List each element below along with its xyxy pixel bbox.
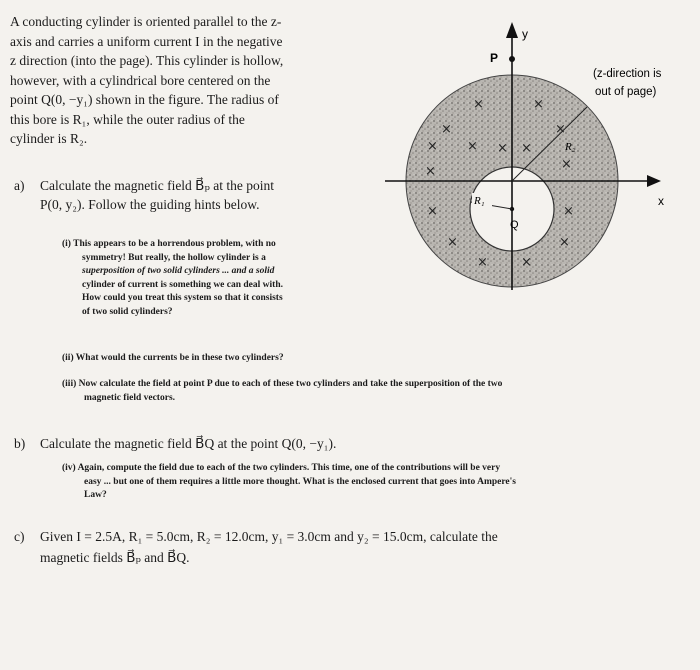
part-c-letter: c): [14, 529, 25, 544]
intro-line: however, with a cylindrical bore centered on the: [10, 72, 271, 88]
hint-line: easy ... but one of them requires a little more thought. What is the enclosed current that goes into Ampere's: [84, 476, 516, 487]
current-mark: ×: [561, 157, 572, 172]
x-axis-arrow: [647, 175, 661, 187]
point-p: [509, 56, 515, 62]
y-axis-label: y: [522, 27, 528, 41]
hint-line: superposition of two solid cylinders ... and a solid: [82, 266, 275, 276]
part-a-line: Calculate the magnetic field B⃗ₚ at the point: [40, 178, 274, 193]
intro-line: this bore is R₁, while the outer radius of the: [10, 111, 245, 127]
current-mark: ×: [521, 141, 532, 156]
part-b-line: Calculate the magnetic field B⃗Q at the point Q(0, −y₁).: [40, 436, 337, 451]
z-direction-note-line1: (z-direction is: [593, 68, 662, 80]
current-mark: ×: [521, 255, 532, 270]
current-mark: ×: [559, 235, 570, 250]
current-mark: ×: [467, 139, 478, 154]
hint-line: magnetic field vectors.: [84, 392, 176, 403]
z-direction-note-line2: out of page): [595, 86, 657, 98]
current-mark: ×: [427, 139, 438, 154]
hint-line: (iii) Now calculate the field at point P due to each of these two cylinders and take the superposition of the two: [62, 379, 503, 389]
r1-label: R₁: [474, 195, 485, 207]
cylinder-figure: [385, 0, 690, 290]
current-mark: ×: [425, 164, 436, 179]
hint-ii: [62, 352, 284, 366]
current-mark: ×: [441, 122, 452, 137]
hint-iii: [62, 378, 502, 405]
part-b-letter: b): [14, 436, 26, 451]
current-mark: ×: [473, 97, 484, 112]
intro-line: A conducting cylinder is oriented parallel to the z-: [10, 14, 282, 29]
hint-line: (iv) Again, compute the field due to each of the two cylinders. This time, one of the contributions will be very: [62, 463, 501, 473]
x-axis-label: x: [658, 194, 664, 208]
part-b: [14, 436, 337, 453]
current-mark: ×: [533, 97, 544, 112]
intro-line: point Q(0, −y₁) shown in the figure. The radius of: [10, 92, 279, 107]
part-a-line: P(0, y₂). Follow the guiding hints below.: [40, 197, 260, 212]
part-a: [14, 176, 274, 214]
hint-line: (i) This appears to be a horrendous problem, with no: [62, 239, 276, 249]
hint-line: symmetry! But really, the hollow cylinder is a: [82, 252, 266, 263]
current-mark: ×: [427, 204, 438, 219]
hint-line: (ii) What would the currents be in these two cylinders?: [62, 353, 284, 363]
point-q-label: Q: [510, 219, 519, 231]
intro-line: z direction (into the page). This cylinder is hollow,: [10, 53, 284, 68]
current-mark: ×: [477, 255, 488, 270]
intro-paragraph: [10, 12, 283, 149]
part-a-letter: a): [14, 178, 25, 193]
hint-i: [62, 238, 283, 319]
hint-iv: [62, 462, 516, 503]
hint-line: of two solid cylinders?: [82, 306, 173, 317]
part-c-line: magnetic fields B⃗ₚ and B⃗Q.: [40, 550, 190, 565]
intro-line: cylinder is R₂.: [10, 131, 88, 146]
hint-line: How could you treat this system so that it consists: [82, 293, 283, 303]
point-p-label: P: [490, 51, 499, 65]
r2-label: R₂: [565, 141, 576, 153]
current-mark: ×: [563, 204, 574, 219]
part-c-line: Given I = 2.5A, R₁ = 5.0cm, R₂ = 12.0cm, y₁ = 3.0cm and y₂ = 15.0cm, calculate the: [40, 529, 498, 544]
intro-line: axis and carries a uniform current I in the negative: [10, 33, 283, 49]
hint-line: cylinder of current is something we can deal with.: [82, 279, 283, 290]
hint-line: Law?: [84, 490, 107, 500]
current-mark: ×: [447, 235, 458, 250]
y-axis-arrow: [506, 22, 518, 38]
current-mark: ×: [497, 141, 508, 156]
current-mark: ×: [555, 122, 566, 137]
part-c: [14, 526, 498, 568]
